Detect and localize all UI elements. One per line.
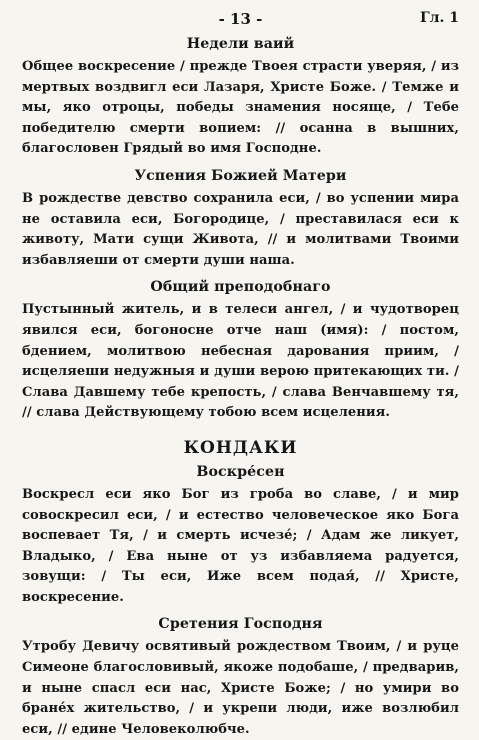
section-palm-sunday [22, 36, 459, 160]
section-heading: Воскре́сен [196, 463, 285, 480]
page-header [22, 6, 459, 34]
tone-label: Гл. 1 [419, 10, 459, 26]
page-number: - 13 - [218, 10, 263, 28]
section-resurrection [22, 464, 459, 609]
kontakia-title: КОНДАКИ [183, 437, 298, 458]
section-text: Пустынный житель, и в телеси ангел, / и чудотворец явился еси, богоносне отче наш (имя): / постом, бдением, молитвою небесная дарования приим, / исцеляеши недужныя и души верою притекающих ти. / Слава Давшему тебе крепость, / слава Венчавшему тя, // слава Действующему тобою всем исцеления. [22, 302, 459, 421]
section-text: Воскресл еси яко Бог из гроба во славе, / и мир совоскресил еси, / и естество человеческое яко Бога воспевает Тя, / и смерть исчезе́; / Адам же ликует, Владыко, / Ева ныне от уз избавляема радуется, зовущи: / Ты еси, Иже всем подая́, // Христе, воскресение. [22, 486, 459, 605]
section-text: В рождестве девство сохранила еси, / во успении мира не оставила еси, Богородице, / преставилася еси к животу, Мати сущи Живота, // и молитвами Твоими избавляеши от смерти души наша. [22, 190, 459, 268]
section-heading: Успения Божией Матери [134, 167, 347, 184]
section-text: Утробу Девичу освятивый рождеством Твоим, / и руце Симеоне благословивый, якоже подобаше, / предварив, и ныне спасл еси нас, Христе Боже; / но умири во бране́х жительство, / и укрепи люди, иже возлюбил еси, // едине Человеколюбче. [22, 639, 459, 737]
section-venerable [22, 279, 459, 424]
section-meeting-of-the-lord [22, 616, 459, 740]
section-dormition [22, 168, 459, 271]
section-heading: Сретения Господня [158, 616, 323, 633]
section-heading: Общий преподобнаго [150, 279, 331, 296]
section-text: Общее воскресение / прежде Твоея страсти уверяя, / из мертвых воздвигл еси Лазаря, Христе Боже. / Темже и мы, яко отроцы, победы знамения носяще, / Тебе победителю смерти вопием: // осанна в вышних, благословен Грядый во имя Господне. [22, 59, 459, 157]
section-heading: Недели ваий [186, 36, 295, 52]
